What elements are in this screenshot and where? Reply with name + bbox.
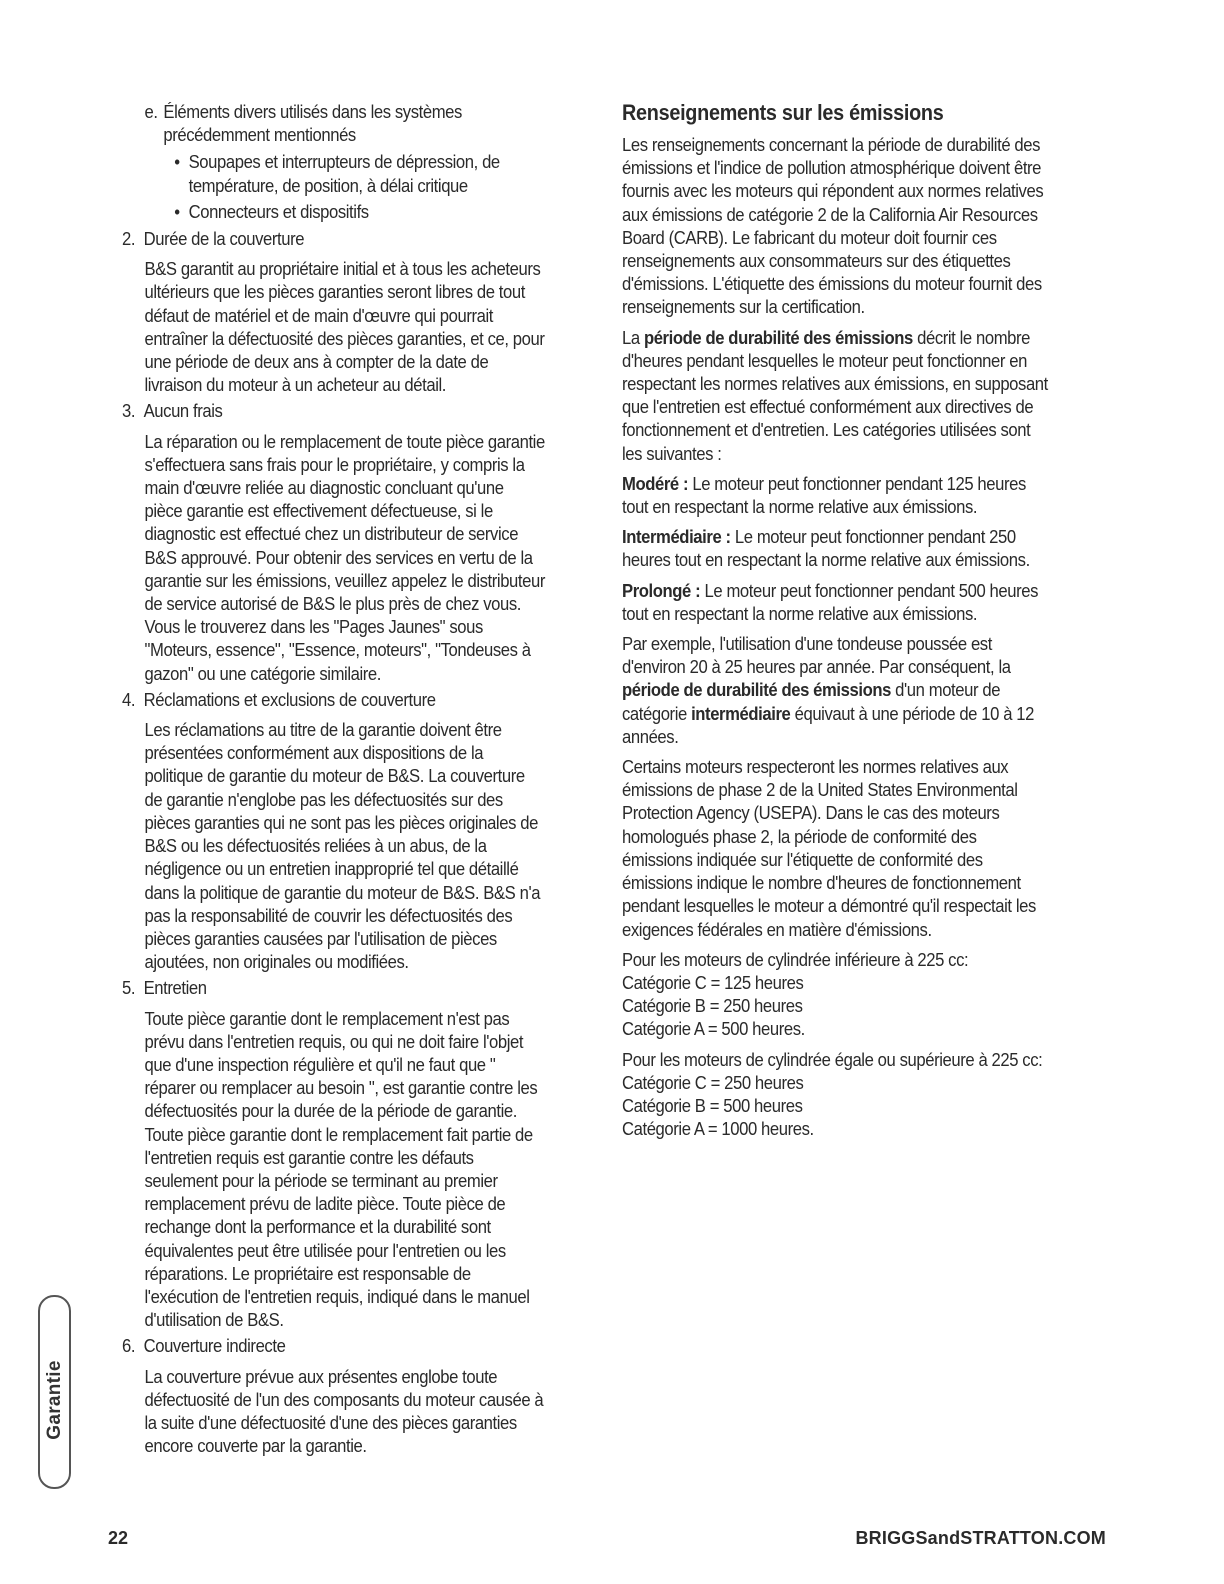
term-intermediate: intermédiaire <box>691 702 791 724</box>
list-item <box>122 227 545 396</box>
category-line: Catégorie A = 1000 heures. <box>622 1118 814 1140</box>
sub-item-letter: e. <box>144 101 158 122</box>
side-tab-label-wrap <box>38 1330 71 1470</box>
category-extended: Prolongé : Le moteur peut fonctionner pendant 500 heures tout en respectant la norme relative aux émissions. <box>622 579 1039 624</box>
website-url: BRIGGSandSTRATTON.COM <box>855 1528 1106 1548</box>
category-moderate: Modéré : Le moteur peut fonctionner pendant 125 heures tout en respectant la norme relative aux émissions. <box>622 472 1026 518</box>
item-number: 6. <box>122 1335 136 1357</box>
category-label: Prolongé : <box>622 579 701 601</box>
list-item <box>122 1334 545 1457</box>
page-number: 22 <box>108 1528 129 1548</box>
right-column <box>622 100 1050 1147</box>
item-title: Couverture indirecte <box>143 1335 286 1357</box>
list-item <box>122 976 545 1331</box>
sub-item-e <box>122 100 545 146</box>
term-durability: période de durabilité des émissions <box>622 679 891 701</box>
paragraph-durability: La période de durabilité des émissions décrit le nombre d'heures pendant lesquelles le moteur peut fonctionner en respectant les normes relatives aux émissions, en supposant que l'entretien est effectué conformément aux directives de fonctionnement et d'entretien. Les catégories utilisées sont les suivantes : <box>622 326 1048 464</box>
item-title: Durée de la couverture <box>143 228 305 250</box>
paragraph-example: Par exemple, l'utilisation d'une tondeuse poussée est d'environ 20 à 25 heures par année. Par conséquent, la période de durabilité des émissions d'un moteur de catégorie intermédiaire équivaut à une période de 10 à 12 années. <box>622 633 1034 747</box>
category-list-high <box>622 1048 1050 1141</box>
item-body: La réparation ou le remplacement de toute pièce garantie s'effectuera sans frais pour le propriétaire, y compris la main d'œuvre reliée au diagnostic concluant qu'une pièce garantie est effectivement défectueuse, si le diagnostic est effectué chez un distributeur de service B&S approuvé. Pour obtenir des services en vertu de la garantie sur les émissions, veuillez appelez le distributeur de service autorisé de B&S le plus près de chez vous. Vous le trouverez dans les "Pages Jaunes" sous "Moteurs, essence", "Essence, moteurs", "Tondeuses à gazon" ou une catégorie similaire. <box>144 430 545 684</box>
item-body: La couverture prévue aux présentes englobe toute défectuosité de l'un des composants du moteur causée à la suite d'une défectuosité d'une des pièces garanties encore couverte par la garantie. <box>144 1365 544 1457</box>
item-number: 3. <box>122 400 136 422</box>
side-tab-label: Garantie <box>43 1360 65 1440</box>
bullet-item: • Connecteurs et dispositifs <box>174 200 545 223</box>
item-number: 4. <box>122 688 136 710</box>
category-line: Catégorie B = 500 heures <box>622 1094 803 1116</box>
list-item <box>122 688 545 973</box>
item-title: Réclamations et exclusions de couverture <box>143 688 436 710</box>
section-heading: Renseignements sur les émissions <box>622 100 944 125</box>
item-number: 2. <box>122 228 136 250</box>
item-body: Les réclamations au titre de la garantie doivent être présentées conformément aux dispositions de la politique de garantie du moteur de B&S. La couverture de garantie n'englobe pas les défectuosités sur des pièces garanties qui ne sont pas les pièces originales de B&S ou les défectuosités reliées à un abus, de la négligence ou un entretien inapproprié tel que détaillé dans la politique de garantie du moteur de B&S. B&S n'a pas la responsabilité de couvrir les défectuosités des pièces garanties causées par l'utilisation de pièces ajoutées, non originales ou modifiées. <box>144 719 541 973</box>
item-title: Aucun frais <box>143 400 223 422</box>
item-body: B&S garantit au propriétaire initial et à tous les acheteurs ultérieurs que les pièces garanties seront libres de tout défaut de matériel et de main d'œuvre qui pourrait entraîner la défectuosité des pièces garanties, et ce, pour une période de deux ans à compter de la date de livraison du moteur à un acheteur au détail. <box>144 258 545 396</box>
category-line: Catégorie A = 500 heures. <box>622 1018 805 1040</box>
sub-item-text: Éléments divers utilisés dans les systèmes précédemment mentionnés <box>163 101 462 146</box>
category-label: Intermédiaire : <box>622 526 731 548</box>
category-list-intro: Pour les moteurs de cylindrée égale ou supérieure à 225 cc: <box>622 1048 1043 1070</box>
category-line: Catégorie B = 250 heures <box>622 995 803 1017</box>
category-line: Catégorie C = 125 heures <box>622 971 804 993</box>
left-column <box>122 100 545 1460</box>
bullet-list <box>122 150 545 223</box>
category-list-intro: Pour les moteurs de cylindrée inférieure à 225 cc: <box>622 948 969 970</box>
paragraph-usepa: Certains moteurs respecteront les normes relatives aux émissions de phase 2 de la United States Environmental Protection Agency (USEPA). Dans le cas des moteurs homologués phase 2, la période de conformité des émissions indiquée sur l'étiquette de conformité des émissions indique le nombre d'heures de fonctionnement pendant lesquelles le moteur a démontré qu'il respectait les exigences fédérales en matière d'émissions. <box>622 756 1036 940</box>
term-durability: période de durabilité des émissions <box>643 326 913 348</box>
category-intermediate: Intermédiaire : Le moteur peut fonctionner pendant 250 heures tout en respectant la norme relative aux émissions. <box>622 526 1030 571</box>
item-number: 5. <box>122 977 136 999</box>
item-body: Toute pièce garantie dont le remplacement n'est pas prévu dans l'entretien requis, ou qui ne doit faire l'objet que d'une inspection régulière et qu'il ne faut que " réparer ou remplacer au besoin ", est garantie contre les défectuosités pour la durée de la période de garantie. Toute pièce garantie dont le remplacement fait partie de l'entretien requis est garantie contre les défauts seulement pour la période se terminant au premier remplacement prévu de ladite pièce. Toute pièce de rechange dont la performance et la durabilité sont équivalentes peut être utilisée pour l'entretien ou les réparations. Le propriétaire est responsable de l'exécution de l'entretien requis, indiqué dans le manuel d'utilisation de B&S. <box>144 1007 538 1331</box>
item-title: Entretien <box>143 977 207 999</box>
bullet-item: • Soupapes et interrupteurs de dépression, de température, de position, à délai critique <box>174 150 545 196</box>
category-line: Catégorie C = 250 heures <box>622 1071 804 1093</box>
category-label: Modéré : <box>622 472 689 494</box>
list-item <box>122 399 545 684</box>
paragraph-intro: Les renseignements concernant la période de durabilité des émissions et l'indice de pollution atmosphérique doivent être fournis avec les moteurs qui répondent aux normes relatives aux émissions de catégorie 2 de la California Air Resources Board (CARB). Le fabricant du moteur doit fournir ces renseignements aux consommateurs sur des étiquettes d'émissions. L'étiquette des émissions du moteur fournit des renseignements sur la certification. <box>622 134 1044 318</box>
category-list-low <box>622 948 1050 1041</box>
